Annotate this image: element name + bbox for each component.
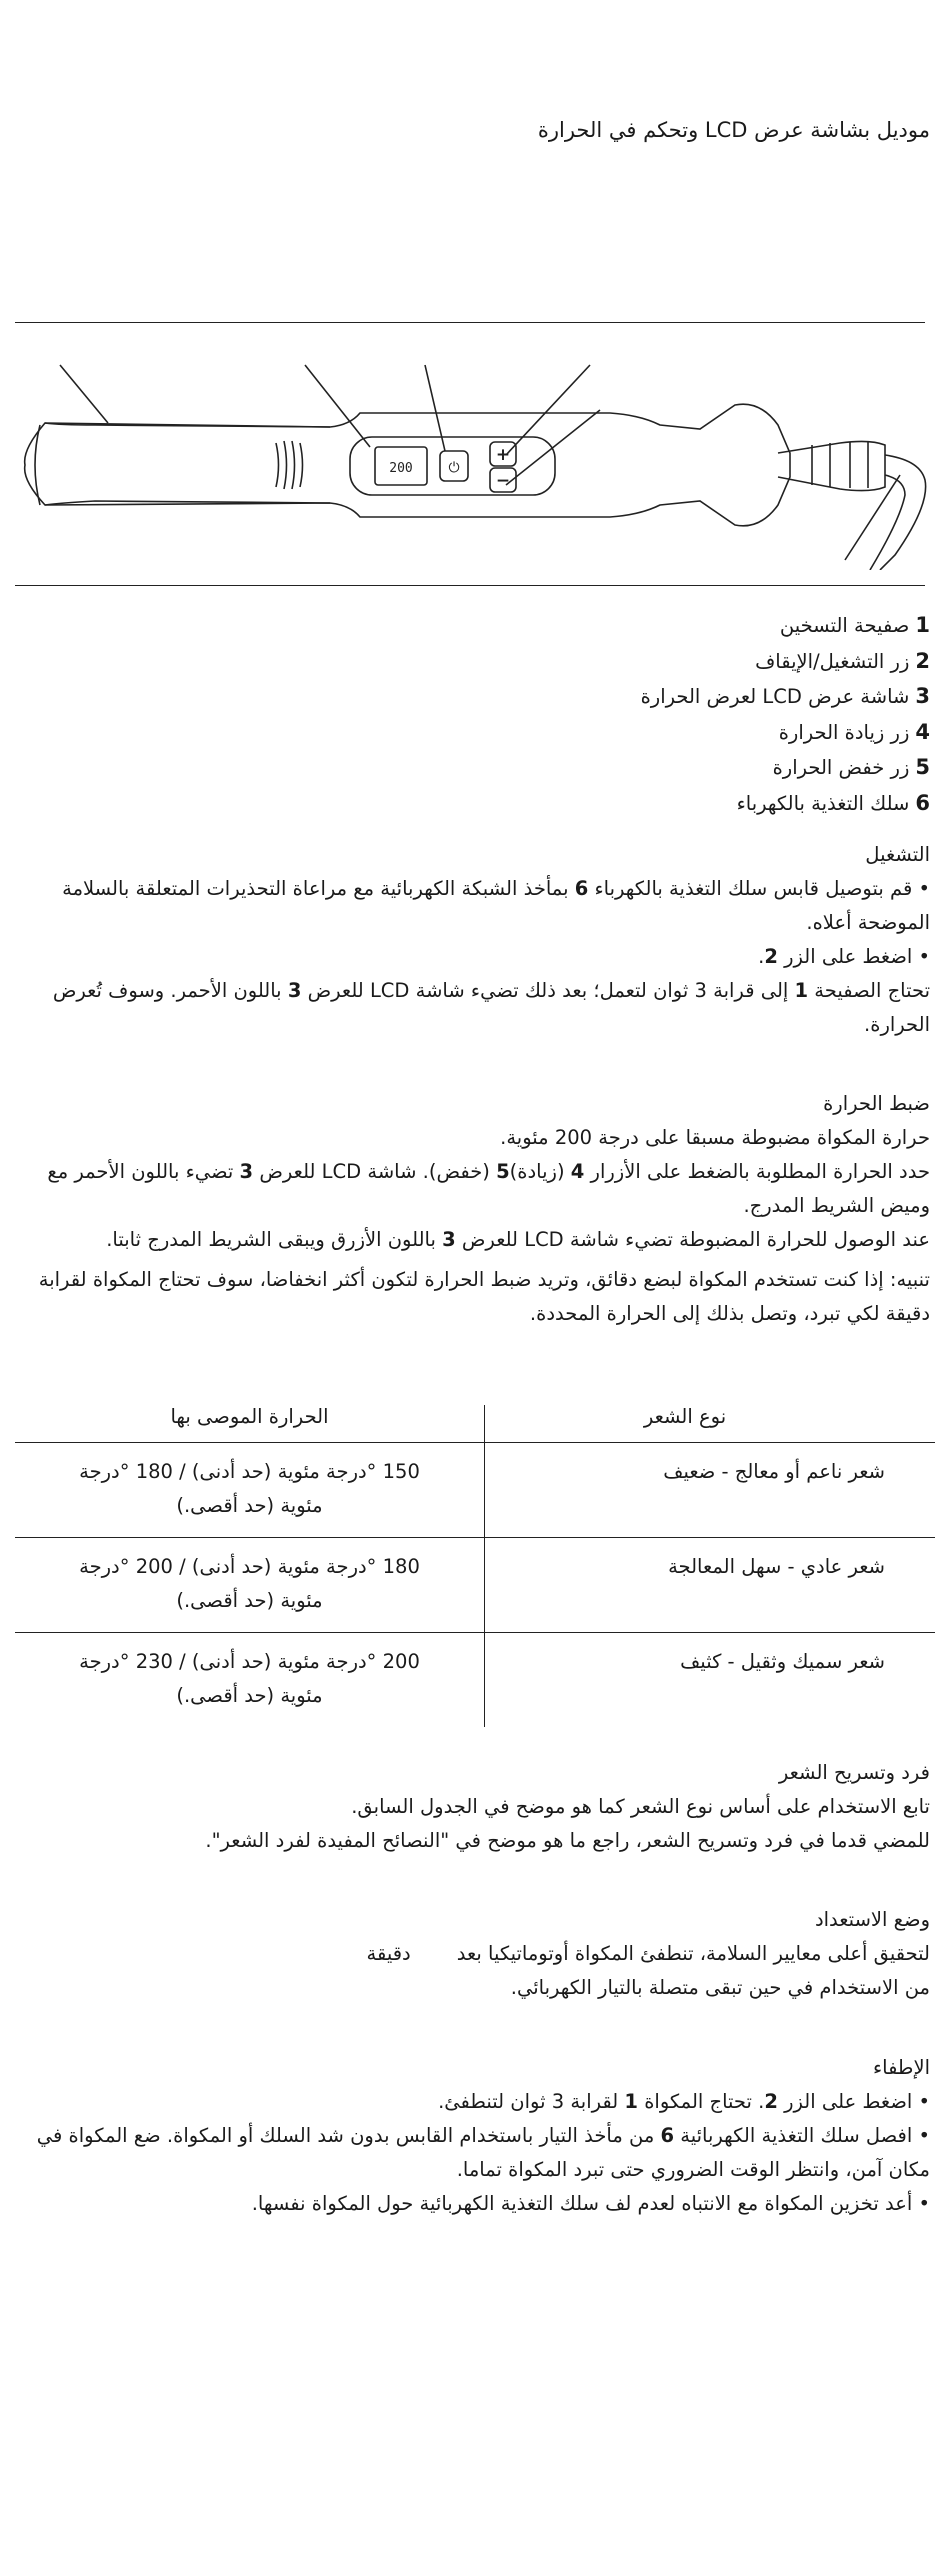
shutdown-step-3: • أعد تخزين المكواة مع الانتباه لعدم لف سلك التغذية الكهربائية حول المكواة نفسها. — [15, 2187, 930, 2221]
parts-list — [20, 608, 930, 821]
operation-section — [15, 838, 930, 1042]
shutdown-step-1: • اضغط على الزر 2. تحتاج المكواة 1 لقرابة 3 ثوان لتنطفئ. — [15, 2085, 930, 2119]
list-item: 2زر التشغيل/الإيقاف — [755, 648, 930, 673]
straightener-diagram — [0, 355, 950, 570]
page-title: موديل بشاشة عرض LCD وتحكم في الحرارة — [537, 118, 930, 142]
standby-line-2: من الاستخدام في حين تبقى متصلة بالتيار الكهربائي. — [510, 1976, 930, 1999]
leader-line-2 — [425, 365, 445, 451]
leader-line-6 — [845, 475, 900, 560]
section-heading: التشغيل — [865, 843, 930, 866]
styling-line-1: تابع الاستخدام على أساس نوع الشعر كما هو موضح في الجدول السابق. — [351, 1795, 930, 1818]
list-item: 6سلك التغذية بالكهرباء — [736, 790, 930, 815]
lcd-digits: 200 — [389, 461, 413, 476]
operation-step-2: • اضغط على الزر 2. — [15, 940, 930, 974]
operation-step-3: تحتاج الصفيحة 1 إلى قرابة 3 ثوان لتعمل؛ بعد ذلك تضيء شاشة LCD للعرض 3 باللون الأحمر. وسوف تُعرض الحرارة. — [52, 979, 930, 1036]
list-item: 3شاشة عرض LCD لعرض الحرارة — [640, 684, 930, 708]
hair-temperature-table — [15, 1405, 935, 1727]
power-cord — [880, 455, 926, 570]
leader-line-5 — [506, 410, 600, 485]
section-heading: فرد وتسريح الشعر — [778, 1761, 930, 1784]
leader-line-3 — [305, 365, 370, 447]
table-header-temp: الحرارة الموصى بها — [15, 1405, 485, 1443]
section-heading: وضع الاستعداد — [814, 1908, 930, 1931]
standby-line-1: لتحقيق أعلى معايير السلامة، تنطفئ المكواة أوتوماتيكيا بعددقيقة — [366, 1942, 930, 1965]
shutdown-section — [15, 2051, 930, 2221]
top-divider — [15, 322, 925, 323]
temp-line-2: حدد الحرارة المطلوبة بالضغط على الأزرار 4 (زيادة)5 (خفض). شاشة LCD للعرض 3 تضيء باللون الأحمر مع وميض الشريط المدرج. — [47, 1160, 930, 1217]
styling-line-2: للمضي قدما في فرد وتسريح الشعر، راجع ما هو موضح في "النصائح المفيدة لفرد الشعر". — [205, 1829, 930, 1852]
operation-step-1: • قم بتوصيل قابس سلك التغذية بالكهرباء 6 بمأخذ الشبكة الكهربائية مع مراعاة التحذيرات المتعلقة بالسلامة الموضحة أعلاه. — [15, 872, 930, 940]
temperature-section — [15, 1087, 930, 1331]
power-icon: ⏻ — [448, 460, 460, 476]
leader-line-1 — [60, 365, 108, 423]
leader-line-4 — [506, 365, 590, 455]
list-item: 1صفيحة التسخين — [779, 613, 930, 637]
plus-icon: + — [495, 445, 511, 465]
temp-line-1: حرارة المكواة مضبوطة مسبقا على درجة 200 مئوية. — [500, 1126, 930, 1149]
styling-section — [15, 1756, 930, 1858]
list-item: 5زر خفض الحرارة — [772, 755, 930, 779]
temp-line-3: عند الوصول للحرارة المضبوطة تضيء شاشة LCD للعرض 3 باللون الأزرق ويبقى الشريط المدرج ثابتا. — [106, 1228, 930, 1251]
table-header-type: نوع الشعر — [485, 1405, 936, 1443]
minus-icon: − — [495, 471, 511, 491]
temp-note: تنبيه: إذا كنت تستخدم المكواة لبضع دقائق، وتريد ضبط الحرارة لتكون أكثر انخفاضا، سوف تحتاج المكواة لقرابة دقيقة لكي تبرد، وتصل بذلك إلى الحرارة المحددة. — [38, 1268, 930, 1325]
standby-section — [15, 1903, 930, 2005]
table-row: شعر سميك وثقيل - كثيف 200 °درجة مئوية (حد أدنى) / 230 °درجة مئوية (حد أقصى.) — [15, 1633, 935, 1728]
swivel-connector — [778, 441, 885, 490]
section-heading: ضبط الحرارة — [823, 1092, 930, 1115]
bottom-divider — [15, 585, 925, 586]
section-heading: الإطفاء — [872, 2056, 930, 2079]
shutdown-step-2: • افصل سلك التغذية الكهربائية 6 من مأخذ التيار باستخدام القابس بدون شد السلك أو المكواة. ضع المكواة في مكان آمن، وانتظر الوقت الضروري حتى تبرد المكواة تماما. — [15, 2119, 930, 2187]
list-item: 4زر زيادة الحرارة — [778, 719, 930, 744]
table-row: شعر ناعم أو معالج - ضعيف 150 °درجة مئوية (حد أدنى) / 180 °درجة مئوية (حد أقصى.) — [15, 1443, 935, 1538]
table-row: شعر عادي - سهل المعالجة 180 °درجة مئوية (حد أدنى) / 200 °درجة مئوية (حد أقصى.) — [15, 1538, 935, 1633]
